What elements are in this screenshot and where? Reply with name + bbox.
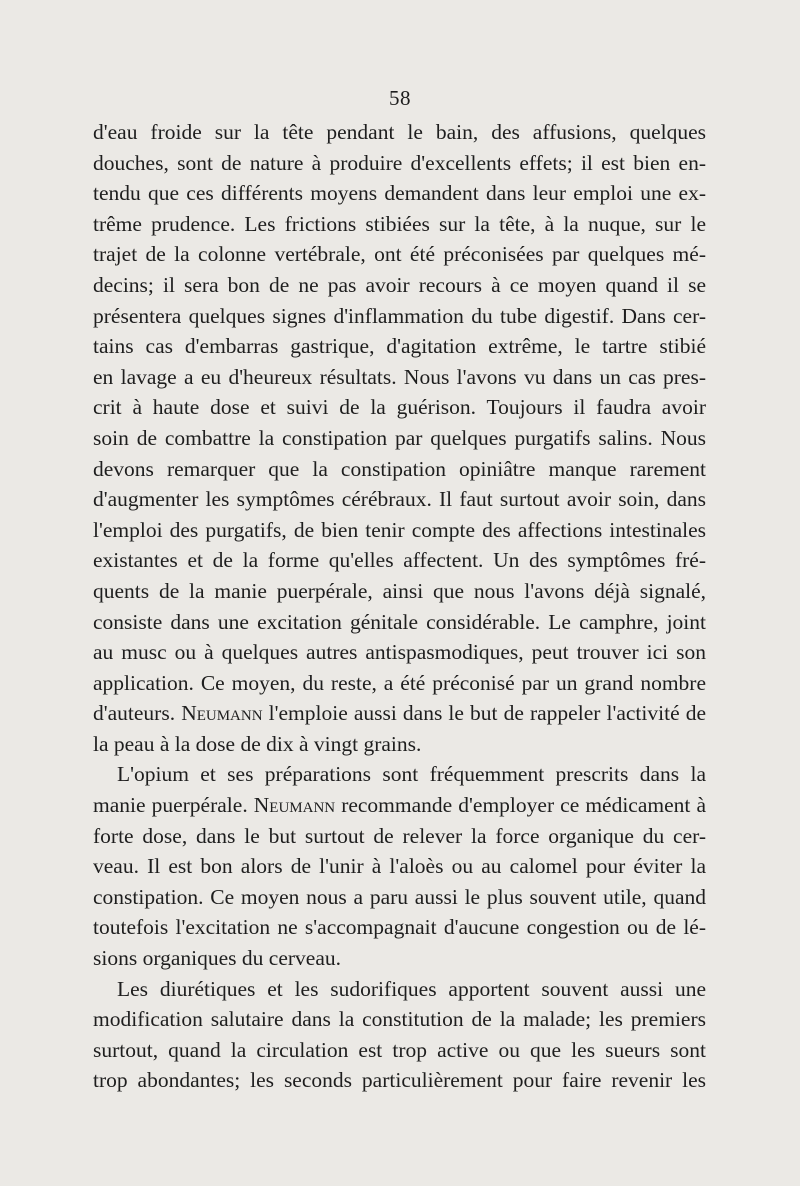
text-line: tains cas d'embarras gastrique, d'agitation extrême, le tartre stibié (93, 334, 706, 359)
text-line: trajet de la colonne vertébrale, ont été préconisées par quelques mé- (93, 242, 706, 267)
author-name: Neumann (253, 793, 336, 818)
text-line: trême prudence. Les frictions stibiées sur la tête, à la nuque, sur le (93, 211, 706, 236)
text-line: L'opium et ses préparations sont fréquemment prescrits dans la (117, 762, 706, 787)
body-text (93, 117, 706, 1096)
text-line: modification salutaire dans la constitution de la malade; les premiers (93, 1007, 706, 1032)
text-line: d'auteurs. Neumann l'emploie aussi dans le but de rappeler l'activité de (93, 701, 706, 726)
text-line: tendu que ces différents moyens demandent dans leur emploi une ex- (93, 181, 706, 206)
text-line: la peau à la dose de dix à vingt grains. (93, 731, 422, 756)
text-line: devons remarquer que la constipation opiniâtre manque rarement (93, 456, 706, 481)
text-line: existantes et de la forme qu'elles affectent. Un des symptômes fré- (93, 548, 706, 573)
text-line: surtout, quand la circulation est trop active ou que les sueurs sont (93, 1037, 706, 1062)
text-line: Les diurétiques et les sudorifiques apportent souvent aussi une (117, 976, 706, 1001)
text-line: decins; il sera bon de ne pas avoir recours à ce moyen quand il se (93, 272, 706, 297)
text-line: forte dose, dans le but surtout de relever la force organique du cer- (93, 823, 706, 848)
text-line: sions organiques du cerveau. (93, 946, 341, 971)
text-line: soin de combattre la constipation par quelques purgatifs salins. Nous (93, 425, 706, 450)
text-line: d'eau froide sur la tête pendant le bain, des affusions, quelques (93, 120, 706, 144)
text-line: l'emploi des purgatifs, de bien tenir compte des affections intestinales (93, 517, 706, 542)
text-line: présentera quelques signes d'inflammation du tube digestif. Dans cer- (93, 303, 706, 328)
text-line: veau. Il est bon alors de l'unir à l'aloès ou au calomel pour éviter la (93, 854, 706, 879)
page-number: 58 (389, 86, 411, 110)
text-line: douches, sont de nature à produire d'excellents effets; il est bien en- (93, 150, 706, 175)
text-line: d'augmenter les symptômes cérébraux. Il faut surtout avoir soin, dans (93, 487, 706, 512)
text-line: constipation. Ce moyen nous a paru aussi le plus souvent utile, quand (93, 884, 706, 909)
author-name: Neumann (181, 701, 263, 726)
text-line: quents de la manie puerpérale, ainsi que nous l'avons déjà signalé, (93, 578, 706, 603)
text-line: trop abondantes; les seconds particulièrement pour faire revenir les (93, 1068, 706, 1093)
text-line: en lavage a eu d'heureux résultats. Nous l'avons vu dans un cas pres- (93, 364, 706, 389)
text-line: manie puerpérale. Neumann recommande d'employer ce médicament à (93, 793, 706, 818)
text-line: toutefois l'excitation ne s'accompagnait d'aucune congestion ou de lé- (93, 915, 706, 940)
text-line: au musc ou à quelques autres antispasmodiques, peut trouver ici son (93, 640, 706, 665)
text-line: consiste dans une excitation génitale considérable. Le camphre, joint (93, 609, 706, 634)
text-line: crit à haute dose et suivi de la guérison. Toujours il faudra avoir (93, 395, 706, 420)
text-line: application. Ce moyen, du reste, a été préconisé par un grand nombre (93, 670, 706, 695)
